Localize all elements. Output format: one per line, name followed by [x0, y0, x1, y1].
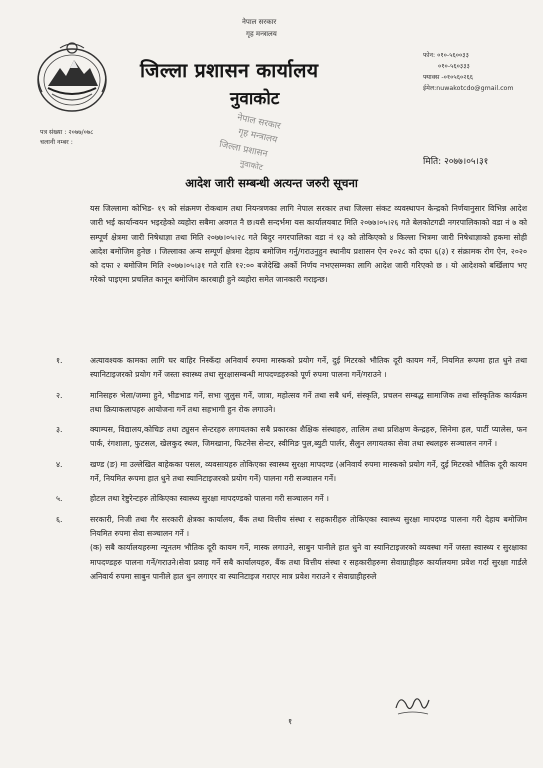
svg-text:गृह मन्त्रालय: गृह मन्त्रालय: [237, 127, 279, 146]
order-item-number: २.: [56, 390, 63, 400]
contact-fax: फ्याक्स -०१०५६०२६६: [423, 74, 474, 81]
order-list: [56, 354, 527, 584]
gov-line-1: नेपाल सरकार: [242, 18, 277, 26]
district-name: नुवाकोट: [230, 89, 280, 109]
signature-icon: [392, 690, 432, 720]
order-item: [56, 513, 527, 542]
order-item-text: खण्ड (ङ) मा उल्लेखित बाहेकका पसल, व्यवसायहरु तोकिएका स्वास्थ्य सुरक्षा मापदण्ड (अनिवार्य रुपमा मास्कको प्रयोग गर्ने, दुई मिटरको भौतिक दूरी कायम गर्ने, नियमित रूपमा हात धुने तथा स्यानिटाइजरको प्रयोग गर्ने) पालना गरी सञ्चालन गर्ने।: [90, 459, 527, 484]
nepal-emblem-icon: [34, 40, 110, 114]
order-item-text: अत्यावश्यक कामका लागि घर बाहिर निस्कँदा अनिवार्य रुपमा मास्कको प्रयोग गर्ने, दुई मिटरको भौतिक दूरी कायम गर्ने, नियमित रूपमा हात धुने तथा स्यानिटाइजरको प्रयोग गर्ने जस्ता स्वास्थ्य तथा सुरक्षासम्बन्धी मापदण्डहरुको पूर्ण रुपमा पालना गर्ने/गराउने ।: [90, 356, 527, 380]
svg-text:जिल्ला प्रशासन: जिल्ला प्रशासन: [218, 139, 269, 160]
notice-title: आदेश जारी सम्बन्धी अत्यन्त जरुरी सूचना: [185, 176, 358, 190]
letter-date: मिति: २०७७।०५।३१: [423, 157, 489, 167]
order-item: [56, 354, 527, 383]
order-item-text: होटल तथा रेष्टुरेन्टहरु तोकिएका स्वास्थ्य सुरक्षा मापदण्डको पालना गरी सञ्चालन गर्ने ।: [90, 494, 329, 504]
ref-number: पत्र संख्या : २०७७/०७८: [40, 129, 94, 136]
contact-phone-2: ०१०-५६०३३३: [438, 63, 470, 70]
order-item-text: सरकारी, निजी तथा गैर सरकारी क्षेत्रका कार्यालय, बैंक तथा वित्तीय संस्था र सहकारीहरु तोकिएका स्वास्थ्य सुरक्षा मापदण्ड पालना गरी देहाय बमोजिम नियमित रुपमा सेवा सञ्चालन गर्ने ।: [90, 514, 527, 538]
order-item-text: मानिसहरु भेला/जम्मा हुने, भीडभाड गर्ने, सभा जुलुस गर्ने, जात्रा, महोत्सव गर्ने तथा सबै धर्म, संस्कृति, प्रचलन सम्बद्ध सामाजिक तथा साँस्कृतिक कार्यक्रम तथा क्रियाकलापहरु आयोजना गर्ने तथा सहभागी हुन रोक लगाउने।: [90, 390, 527, 414]
gov-line-2: गृह मन्त्रालय: [246, 30, 277, 38]
order-item: [56, 458, 527, 487]
order-item-number: ३.: [56, 425, 63, 435]
order-item-number: ५.: [56, 494, 63, 504]
svg-text:नेपाल सरकार: नेपाल सरकार: [236, 112, 282, 132]
reference-block: [40, 128, 93, 148]
office-stamp-icon: [214, 106, 314, 186]
order-item: [56, 389, 527, 418]
order-item-number: ४.: [56, 459, 63, 469]
dispatch-number: चलानी नम्बर :: [40, 139, 73, 146]
order-item-number: ६.: [56, 514, 63, 524]
order-sub-item: (क) सबै कार्यालयहरुमा न्यूनतम भौतिक दूरी कायम गर्ने, मास्क लगाउने, साबुन पानीले हात धुने वा स्यानिटाइजरको व्यवस्था गर्ने जस्ता स्वास्थ्य र सुरक्षाका मापदण्डहरु पालना गर्ने/गराउने।सेवा प्रवाह गर्ने सबै कार्यालयहरु, बैंक तथा वित्तीय संस्था र सहकारीहरुमा सेवाग्राहीहरु कार्यालयमा प्रवेश गर्दा सुरक्षा गार्डले अनिवार्य रुपमा साबुन पानीले हात धुन लगाएर वा स्यानिटाइज गराएर मात्र प्रवेश गराउने र सेवाग्राहीहरुले: [90, 543, 527, 581]
contact-email: ईमेल:nuwakotcdo@gmail.com: [423, 85, 514, 92]
order-item-text: क्याम्पस, विद्यालय,कोचिङ तथा ट्युसन सेन्टरहरु लगायतका सबै प्रकारका शैक्षिक संस्थाहरु, तालिम तथा प्रशिक्षण केन्द्रहरु, सिनेमा हल, पार्टी प्यालेस, फन पार्क, रंगशाला, फुटसल, खेलकुद स्थल, जिमखाना, फिटनेस सेन्टर, स्वीमिङ पुल,ब्युटी पार्लर, सैलुन लगायतका सेवा तथा स्थलहरु सञ्चालन नगर्ने ।: [90, 425, 527, 449]
order-item: [56, 423, 527, 452]
page-number: १: [288, 717, 293, 726]
notice-intro: यस जिल्लामा कोभिड- १९ को संक्रमण रोकथाम तथा नियन्त्रणका लागि नेपाल सरकार तथा जिल्ला संकट व्यवस्थापन केन्द्रको निर्णयानुसार विभिन्न आदेश जारी भई कार्यान्वयन भइरहेको व्यहोरा सबैमा अवगत नै छ।यसै सन्दर्भमा यस कार्यालयबाट मिति २०७७।०५।२६ गते बेलकोटगढी नगरपालिकाको वडा नं ७ को सम्पूर्ण क्षेत्रमा जारी निषेधाज्ञा तथा मिति २०७७।०५।२८ गते बिदुर नगरपालिका वडा नं १३ को तोकिएको ४ किल्ला भित्रमा जारी निषेधाज्ञाको हकमा सोही आदेश बमोजिम हुनेछ । जिल्लाका अन्य सम्पूर्ण क्षेत्रमा देहाय बमोजिम गर्नु/गराउनुहुन स्थानीय प्रशासन ऐन २०२८ को दफा ६(३) र संक्रामक रोग ऐन, २०२० को दफा २ बमोजिम मिति २०७७।०५।३१ गते राति १२:०० बजेदेखि अर्को निर्णय नभएसम्मका लागि आदेश जारी गरिएको छ । यो आदेशको बर्खिलाप भए गरेको पाइएमा प्रचलित कानून बमोजिम कारबाही हुने व्यहोरा समेत जानकारी गराइन्छ।: [90, 204, 527, 285]
order-item-number: १.: [56, 356, 63, 365]
office-title: जिल्ला प्रशासन कार्यालय: [140, 59, 319, 82]
contact-phone-1: फोन: ०१०-५६००३३: [423, 52, 469, 59]
svg-text:नुवाकोट: नुवाकोट: [239, 158, 264, 173]
order-item: [56, 492, 527, 506]
